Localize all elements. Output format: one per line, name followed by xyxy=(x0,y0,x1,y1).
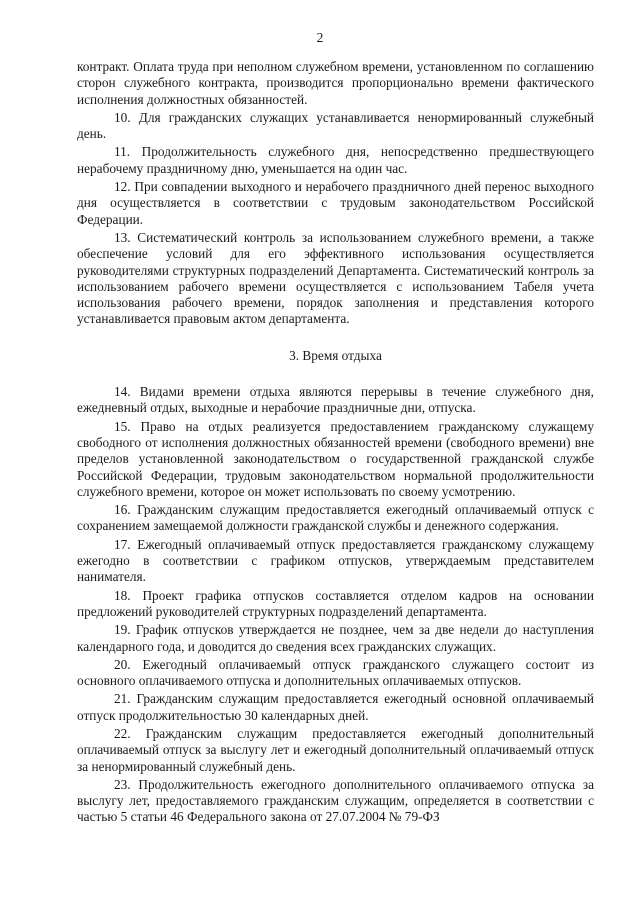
paragraph-continuation: контракт. Оплата труда при неполном служебном времени, установленном по соглашению сторон служебного контракта, производится пропорционально времени фактического исполнения должностных обязанностей. xyxy=(77,59,594,107)
section-heading: 3. Время отдыха xyxy=(289,347,382,363)
paragraph-11: 11. Продолжительность служебного дня, непосредственно предшествующего нерабочему праздничному дню, уменьшается на один час. xyxy=(77,144,594,176)
paragraph-10: 10. Для гражданских служащих устанавливается ненормированный служебный день. xyxy=(77,109,594,142)
paragraph-21: 21. Гражданским служащим предоставляется ежегодный основной оплачиваемый отпуск продолжительностью 30 календарных дней. xyxy=(77,691,594,723)
paragraph-19: 19. График отпусков утверждается не позднее, чем за две недели до наступления календарного года, и доводится до сведения всех гражданских служащих. xyxy=(77,622,594,654)
paragraph-12: 12. При совпадении выходного и нерабочего праздничного дней перенос выходного дня осуществляется в соответствии с трудовым законодательством Российской Федерации. xyxy=(77,179,594,227)
paragraph-22: 22. Гражданским служащим предоставляется ежегодный дополнительный оплачиваемый отпуск за выслугу лет и ежегодный дополнительный оплачиваемый отпуск за ненормированный служебный день. xyxy=(77,725,594,774)
paragraph-15: 15. Право на отдых реализуется предоставлением гражданскому служащему свободного от исполнения должностных обязанностей времени (свободного времени) вне пределов установленной законодательством о государственной гражданской службе Российской Федерации, трудовым законодательством нормальной продолжительности служебного времени, которое он может использовать по своему усмотрению. xyxy=(77,418,594,499)
paragraph-14: 14. Видами времени отдыха являются перерывы в течение служебного дня, ежедневный отдых, выходные и нерабочие праздничные дни, отпуска. xyxy=(77,384,594,416)
document-body xyxy=(77,59,594,828)
paragraph-17: 17. Ежегодный оплачиваемый отпуск предоставляется гражданскому служащему ежегодно в соответствии с графиком отпусков, утверждаемым представителем нанимателя. xyxy=(77,536,594,585)
paragraph-18: 18. Проект графика отпусков составляется отделом кадров на основании предложений руководителей структурных подразделений департамента. xyxy=(77,587,594,619)
page-number: 2 xyxy=(316,30,324,45)
paragraph-13: 13. Систематический контроль за использованием служебного времени, а также обеспечение условий для его эффективного использования осуществляется руководителями структурных подразделений Департамента. Систематический контроль за использованием рабочего времени осуществляется с использованием Табеля учета использования рабочего времени, порядок заполнения и представления которого устанавливается правовым актом департамента. xyxy=(77,229,594,327)
paragraph-20: 20. Ежегодный оплачиваемый отпуск гражданского служащего состоит из основного оплачиваемого отпуска и дополнительных оплачиваемых отпусков. xyxy=(77,656,594,689)
paragraph-16: 16. Гражданским служащим предоставляется ежегодный оплачиваемый отпуск с сохранением замещаемой должности гражданской службы и денежного содержания. xyxy=(77,502,594,534)
paragraph-23: 23. Продолжительность ежегодного дополнительного оплачиваемого отпуска за выслугу лет, предоставляемого гражданским служащим, определяется в соответствии с частью 5 статьи 46 Федерального закона от 27.07.2004 № 79-ФЗ xyxy=(77,776,594,825)
